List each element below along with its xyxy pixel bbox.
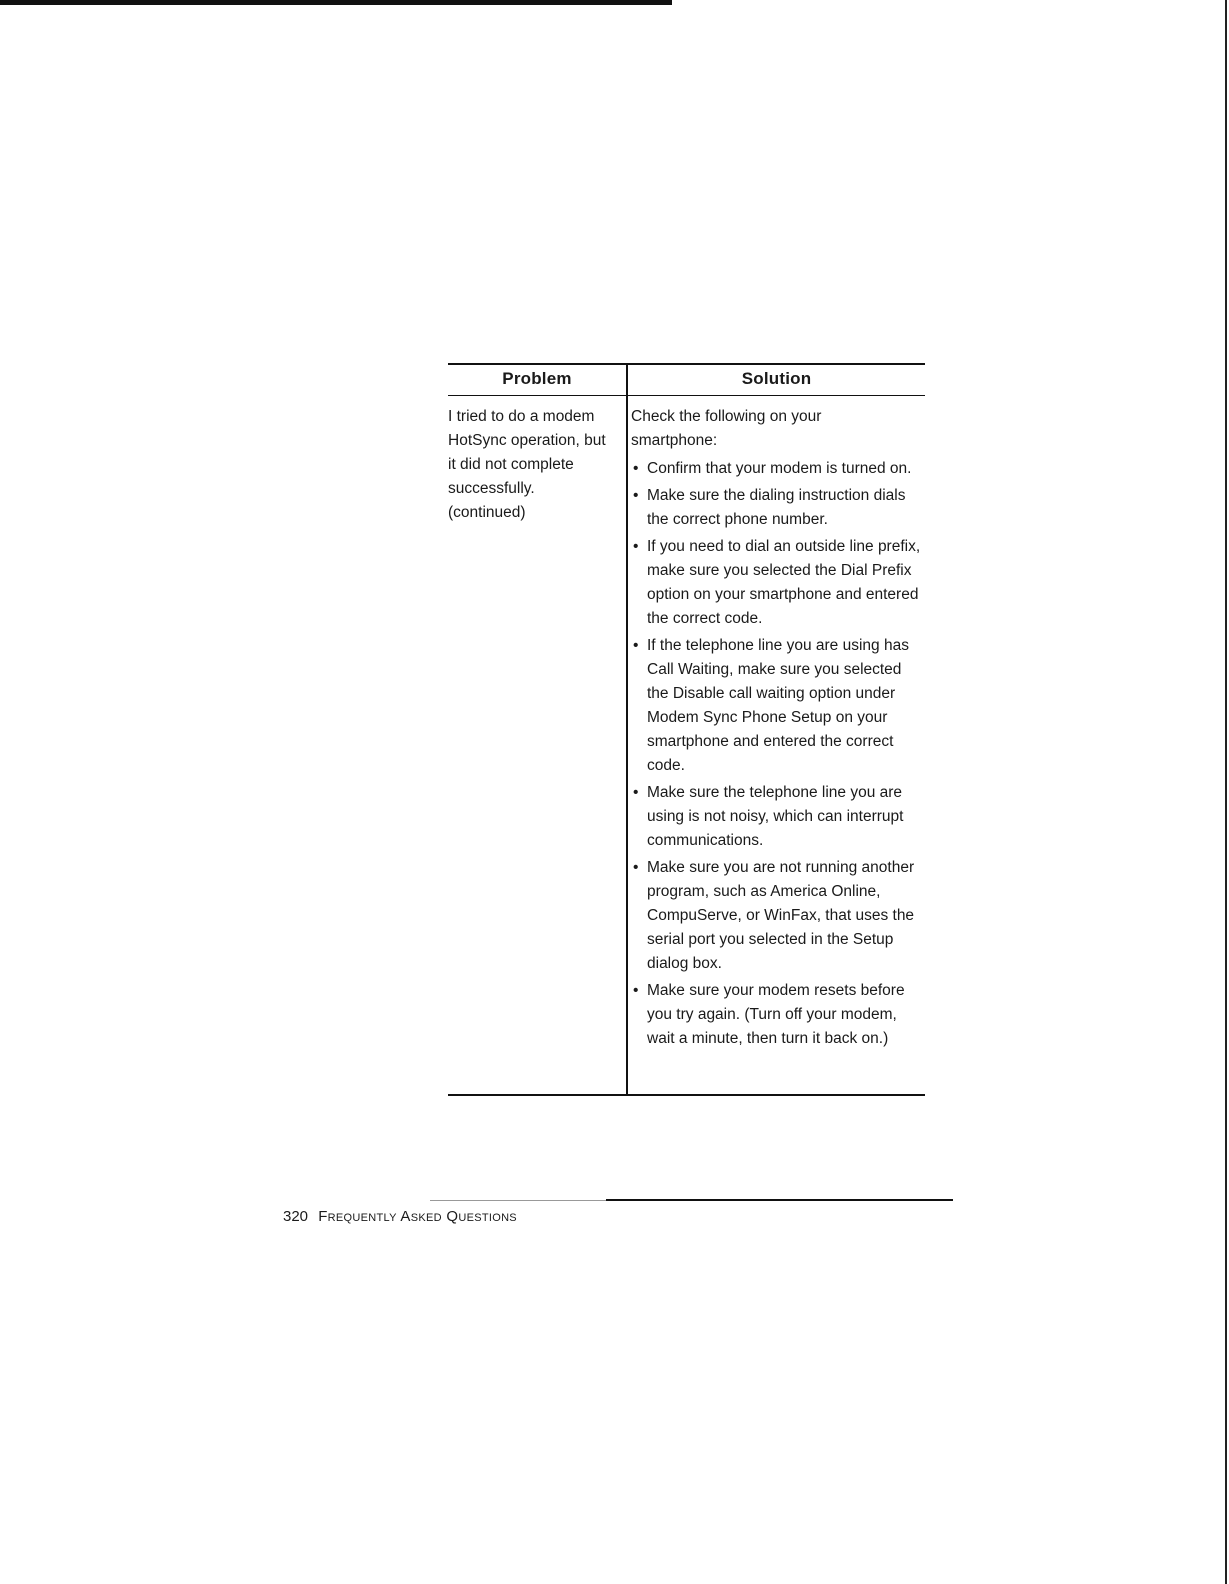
- solution-bullet: • Confirm that your modem is turned on.: [631, 457, 925, 481]
- problem-line: it did not complete: [448, 456, 574, 473]
- table-bottom-rule: [448, 1094, 925, 1096]
- solution-intro-line: smartphone:: [631, 432, 718, 449]
- solution-bullet: • Make sure the dialing instruction dials the correct phone number.: [631, 484, 925, 532]
- table-top-rule: [448, 363, 925, 365]
- solution-bullet: • If you need to dial an outside line prefix, make sure you selected the Dial Prefix option on your smartphone and entered the correct code.: [631, 535, 925, 631]
- solution-column-header: Solution: [741, 369, 812, 388]
- footer-rule-faint: [430, 1200, 606, 1201]
- solution-bullet: • If the telephone line you are using has Call Waiting, make sure you selected the Disable call waiting option under Modem Sync Phone Setup on your smartphone and entered the correct code.: [631, 634, 925, 778]
- problem-line: HotSync operation, but: [448, 432, 606, 449]
- solution-intro: [631, 405, 925, 453]
- solution-bullet: • Make sure your modem resets before you try again. (Turn off your modem, wait a minute, then turn it back on.): [631, 979, 925, 1051]
- problem-line: (continued): [448, 504, 526, 521]
- solution-bullet-list: [631, 457, 925, 1051]
- solution-intro-line: Check the following on your: [631, 408, 822, 425]
- page-edge-rule: [1225, 0, 1227, 1584]
- table-header-rule: [448, 395, 925, 396]
- footer-section-title: Frequently Asked Questions: [318, 1208, 517, 1225]
- solution-bullet: • Make sure the telephone line you are using is not noisy, which can interrupt communications.: [631, 781, 925, 853]
- solution-bullet: • Make sure you are not running another program, such as America Online, CompuServe, or WinFax, that uses the serial port you selected in the Setup dialog box.: [631, 856, 925, 976]
- problem-line: successfully.: [448, 480, 535, 497]
- problem-column-header: Problem: [502, 369, 572, 388]
- column-divider: [626, 363, 628, 1096]
- footer-rule: [606, 1199, 953, 1201]
- faq-table: [448, 363, 925, 1096]
- page-footer: [283, 1208, 517, 1225]
- problem-cell: [448, 405, 620, 525]
- problem-line: I tried to do a modem: [448, 408, 595, 425]
- top-rule: [0, 0, 672, 5]
- page-number: 320: [283, 1208, 309, 1225]
- solution-cell: [631, 405, 925, 1054]
